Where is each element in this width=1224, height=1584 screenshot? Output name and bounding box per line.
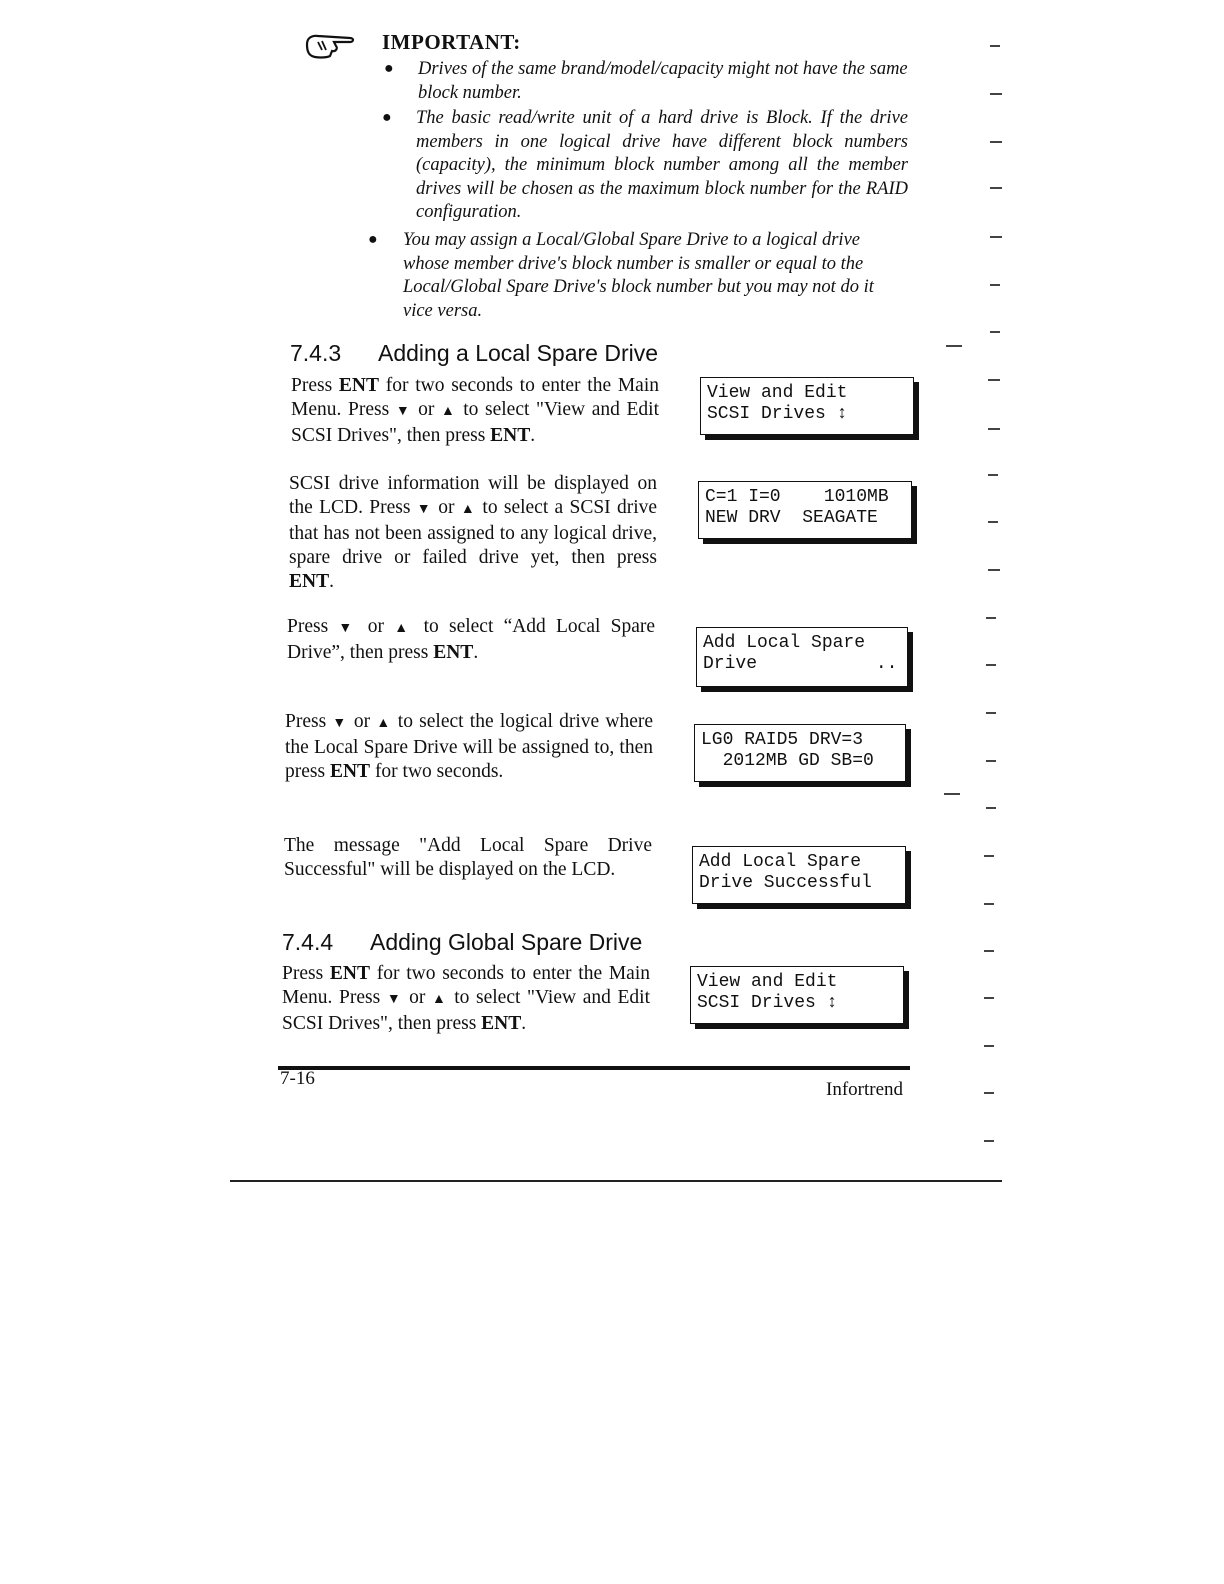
- lcd-line: Add Local Spare: [699, 852, 862, 872]
- lcd-display: [700, 377, 914, 435]
- important-note-2: The basic read/write unit of a hard drive is Block. If the drive members in one logical drive have different block numbers (capacity), the minimum block number among all the member drives will be chosen as the maximum block number for the RAID configuration.: [416, 108, 908, 222]
- text-run: .: [329, 571, 334, 592]
- up-arrow-icon: ▲: [376, 716, 392, 731]
- text-run: Press: [285, 711, 333, 732]
- lcd-line: Drive ..: [703, 654, 898, 674]
- up-arrow-icon: ▲: [394, 621, 414, 636]
- footer-rule: [278, 1066, 910, 1070]
- step-paragraph: [289, 472, 657, 594]
- pointing-hand-icon: [304, 30, 356, 60]
- key-ent: ENT: [481, 1013, 522, 1034]
- lcd-display: [690, 966, 904, 1024]
- lcd-display: [698, 481, 912, 539]
- text-run: The message "Add Local Spare Drive Successful" will be displayed on the LCD.: [284, 835, 652, 880]
- text-run: to select "View and Edit SCSI Drives", then press: [291, 399, 659, 446]
- key-ent: ENT: [490, 425, 531, 446]
- key-ent: ENT: [289, 571, 330, 592]
- step-paragraph: [285, 710, 653, 784]
- text-run: Press: [291, 375, 339, 396]
- text-run: .: [521, 1013, 527, 1034]
- text-run: or: [347, 711, 377, 732]
- text-run: to select the logical drive where the Local Spare Drive will be assigned to, then press: [285, 711, 654, 782]
- step-paragraph: [282, 962, 650, 1036]
- up-arrow-icon: ▲: [440, 404, 457, 419]
- lcd-line: NEW DRV SEAGATE: [705, 508, 878, 528]
- text-run: or: [357, 616, 395, 637]
- lcd-display: [694, 724, 906, 782]
- lcd-line: View and Edit: [707, 383, 848, 403]
- page-number: 7-16: [280, 1068, 315, 1089]
- down-arrow-icon: ▼: [332, 716, 348, 731]
- text-run: to select a SCSI drive that has not been assigned to any logical drive, spare drive or failed drive yet, then press: [289, 497, 658, 568]
- lcd-line: C=1 I=0 1010MB: [705, 487, 889, 507]
- text-run: SCSI drive information will be displayed on the LCD. Press: [289, 473, 657, 518]
- text-run: or: [411, 399, 441, 420]
- up-arrow-icon: ▲: [431, 992, 448, 1007]
- lcd-line: View and Edit: [697, 972, 838, 992]
- text-run: or: [402, 987, 432, 1008]
- text-run: Press: [282, 963, 330, 984]
- section-title: Adding Global Spare Drive: [370, 929, 643, 955]
- text-run: to select “Add Local Spare Drive”, then press: [287, 616, 655, 663]
- section-number: 7.4.3: [290, 340, 342, 366]
- text-run: or: [432, 497, 461, 518]
- section-number: 7.4.4: [282, 929, 334, 955]
- key-ent: ENT: [329, 963, 371, 984]
- scan-edge-line: [230, 1180, 1002, 1182]
- up-arrow-icon: ▲: [460, 502, 477, 517]
- lcd-line: Drive Successful: [699, 873, 872, 893]
- down-arrow-icon: ▼: [416, 502, 433, 517]
- important-note-1: Drives of the same brand/model/capacity might not have the same block number.: [418, 59, 908, 103]
- text-run: .: [530, 425, 536, 446]
- text-run: .: [473, 642, 479, 663]
- text-run: for two seconds to enter the Main Menu. Press: [282, 963, 650, 1008]
- down-arrow-icon: ▼: [338, 621, 358, 636]
- down-arrow-icon: ▼: [395, 404, 412, 419]
- bullet-icon: ●: [368, 231, 378, 248]
- section-heading-744: [282, 929, 642, 956]
- lcd-display: [696, 627, 908, 687]
- lcd-display: [692, 846, 906, 904]
- lcd-line: SCSI Drives ↕: [697, 993, 838, 1013]
- down-arrow-icon: ▼: [386, 992, 403, 1007]
- lcd-line: 2012MB GD SB=0: [701, 751, 874, 771]
- key-ent: ENT: [329, 761, 371, 782]
- text-run: Press: [287, 616, 339, 637]
- important-title: IMPORTANT:: [382, 30, 521, 54]
- footer-brand: Infortrend: [826, 1079, 904, 1100]
- step-paragraph: [284, 834, 652, 882]
- lcd-line: SCSI Drives ↕: [707, 404, 848, 424]
- important-note-3: You may assign a Local/Global Spare Drive to a logical drive whose member drive's block number is smaller or equal to the Local/Global Spare Drive's block number but you may not do it vice versa.: [403, 230, 874, 321]
- lcd-line: LG0 RAID5 DRV=3: [701, 730, 864, 750]
- bullet-icon: ●: [384, 60, 394, 77]
- section-title: Adding a Local Spare Drive: [378, 340, 658, 366]
- key-ent: ENT: [338, 375, 380, 396]
- key-ent: ENT: [433, 642, 474, 663]
- section-heading-743: [290, 340, 658, 367]
- bullet-icon: ●: [382, 109, 392, 126]
- text-run: for two seconds.: [370, 761, 504, 782]
- lcd-line: Add Local Spare: [703, 633, 866, 653]
- step-paragraph: [291, 374, 659, 448]
- text-run: to select "View and Edit SCSI Drives", then press: [282, 987, 650, 1034]
- text-run: for two seconds to enter the Main Menu. Press: [291, 375, 659, 420]
- step-paragraph: [287, 615, 655, 665]
